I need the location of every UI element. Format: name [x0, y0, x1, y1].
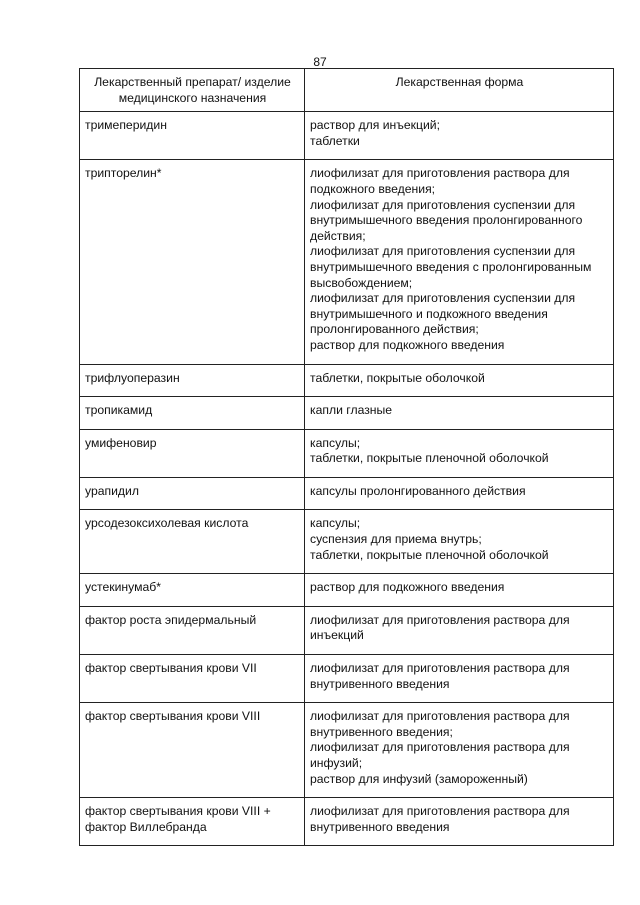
- dosage-form-line: суспензия для приема внутрь;: [310, 532, 482, 547]
- table-row: [80, 703, 614, 798]
- table-row: [80, 112, 614, 160]
- dosage-form-cell: [305, 703, 614, 798]
- table-body: [80, 112, 614, 846]
- drug-name-cell: устекинумаб*: [80, 574, 305, 607]
- dosage-form-cell: [305, 477, 614, 510]
- table-row: [80, 397, 614, 430]
- dosage-form-line: лиофилизат для приготовления раствора для инфузий;: [310, 740, 570, 770]
- dosage-form-cell: [305, 606, 614, 654]
- dosage-form-cell: [305, 364, 614, 397]
- dosage-form-line: раствор для подкожного введения: [310, 580, 505, 595]
- drug-name-cell: урсодезоксихолевая кислота: [80, 510, 305, 574]
- drug-name-cell: фактор свертывания крови VII: [80, 655, 305, 703]
- header-form: Лекарственная форма: [305, 69, 614, 112]
- dosage-form-cell: [305, 160, 614, 364]
- dosage-form-line: лиофилизат для приготовления раствора для внутривенного введения: [310, 804, 570, 834]
- dosage-form-cell: [305, 429, 614, 477]
- table-row: [80, 364, 614, 397]
- dosage-form-line: раствор для инфузий (замороженный): [310, 771, 528, 786]
- dosage-form-line: капсулы;: [310, 435, 361, 450]
- table-header-row: [80, 69, 614, 112]
- dosage-form-line: лиофилизат для приготовления раствора для инъекций: [310, 612, 570, 643]
- dosage-form-line: раствор для подкожного введения: [310, 337, 505, 352]
- page-number: 87: [313, 55, 327, 69]
- dosage-form-line: лиофилизат для приготовления суспензии для внутримышечного введения пролонгированного действия;: [310, 197, 583, 243]
- dosage-form-line: лиофилизат для приготовления раствора для внутривенного введения: [310, 661, 570, 691]
- drug-name-cell: фактор роста эпидермальный: [80, 606, 305, 654]
- drug-name-cell: урапидил: [80, 477, 305, 510]
- table-row: [80, 429, 614, 477]
- drug-name-cell: умифеновир: [80, 429, 305, 477]
- drug-name-cell: трипторелин*: [80, 160, 305, 364]
- dosage-form-cell: [305, 112, 614, 160]
- drug-name-cell: фактор свертывания крови VIII + фактор Виллебранда: [80, 798, 305, 846]
- dosage-form-line: капли глазные: [310, 403, 393, 418]
- dosage-form-line: лиофилизат для приготовления раствора для внутривенного введения;: [310, 709, 570, 739]
- dosage-form-cell: [305, 798, 614, 846]
- drug-name-cell: тропикамид: [80, 397, 305, 430]
- dosage-form-line: лиофилизат для приготовления суспензии для внутримышечного и подкожного введения пролонгированного действия;: [310, 291, 576, 337]
- table-row: [80, 655, 614, 703]
- dosage-form-line: капсулы;: [310, 516, 361, 531]
- drug-table: [79, 68, 614, 846]
- dosage-form-line: раствор для инъекций;: [310, 118, 440, 133]
- table-row: [80, 160, 614, 364]
- dosage-form-line: капсулы пролонгированного действия: [310, 483, 526, 498]
- dosage-form-line: таблетки: [310, 133, 360, 148]
- table-row: [80, 574, 614, 607]
- drug-name-cell: трифлуоперазин: [80, 364, 305, 397]
- header-drug: Лекарственный препарат/ изделие медицинского назначения: [80, 69, 305, 112]
- dosage-form-line: лиофилизат для приготовления суспензии для внутримышечного введения с пролонгированным высвобождением;: [310, 244, 592, 290]
- drug-name-cell: фактор свертывания крови VIII: [80, 703, 305, 798]
- dosage-form-line: таблетки, покрытые пленочной оболочкой: [310, 547, 549, 562]
- table-row: [80, 477, 614, 510]
- dosage-form-line: таблетки, покрытые пленочной оболочкой: [310, 451, 549, 466]
- table-row: [80, 510, 614, 574]
- table-row: [80, 798, 614, 846]
- dosage-form-line: лиофилизат для приготовления раствора для подкожного введения;: [310, 166, 570, 196]
- dosage-form-cell: [305, 655, 614, 703]
- table-row: [80, 606, 614, 654]
- dosage-form-cell: [305, 397, 614, 430]
- drug-name-cell: тримеперидин: [80, 112, 305, 160]
- dosage-form-cell: [305, 510, 614, 574]
- dosage-form-line: таблетки, покрытые оболочкой: [310, 370, 485, 385]
- dosage-form-cell: [305, 574, 614, 607]
